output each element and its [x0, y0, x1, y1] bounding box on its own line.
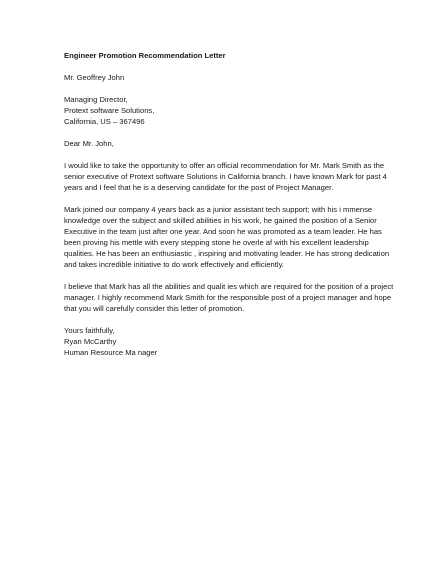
paragraph-line: I believe that Mark has all the abilities and qualit ies which are required for the position of a project — [64, 282, 394, 291]
salutation-block — [64, 138, 384, 149]
paragraph-line: knowledge over the subject and skilled abilities in his work, he gained the position of a Senior — [64, 216, 377, 225]
paragraph-line: and takes incredible initiative to do work effectively and efficiently. — [64, 260, 284, 269]
recipient-address — [64, 94, 384, 127]
paragraph-line: Executive in the team just after one year. And soon he was promoted as a team leader. He has — [64, 227, 382, 236]
paragraph-line: manager. I highly recommend Mark Smith for the responsible post of a project manager and hope — [64, 293, 392, 302]
closing-phrase: Yours faithfully, — [64, 326, 115, 335]
address-line: California, US – 367496 — [64, 117, 145, 126]
signer-name: Ryan McCarthy — [64, 337, 117, 346]
recipient-name: Mr. Geoffrey John — [64, 73, 125, 82]
signer-title: Human Resource Ma nager — [64, 348, 158, 357]
paragraph-line: that you will carefully consider this letter of promotion. — [64, 304, 245, 313]
paragraph-3 — [64, 281, 394, 314]
paragraph-line: I would like to take the opportunity to offer an official recommendation for Mr. Mark Smith as the — [64, 161, 385, 170]
paragraph-line: been proving his mettle with every stepping stone he overle af with his excellent leadership — [64, 238, 369, 247]
letter-page — [64, 50, 394, 358]
paragraph-line: years and I feel that he is a deserving candidate for the post of Project Manager. — [64, 183, 334, 192]
address-line: Protext software Solutions, — [64, 106, 155, 115]
salutation: Dear Mr. John, — [64, 139, 114, 148]
paragraph-1 — [64, 160, 387, 193]
paragraph-line: qualities. He has been an enthusiastic , inspiring and motivating leader. He has strong dedication — [64, 249, 390, 258]
paragraph-line: Mark joined our company 4 years back as a junior assistant tech support; with his i mmense — [64, 205, 373, 214]
letter-title: Engineer Promotion Recommendation Letter — [64, 51, 226, 60]
paragraph-2 — [64, 204, 390, 270]
closing-block — [64, 325, 384, 358]
address-line: Managing Director, — [64, 95, 128, 104]
recipient-name-block — [64, 72, 384, 83]
paragraph-line: senior executive of Protext software Solutions in California branch. I have known Mark for past 4 — [64, 172, 387, 181]
